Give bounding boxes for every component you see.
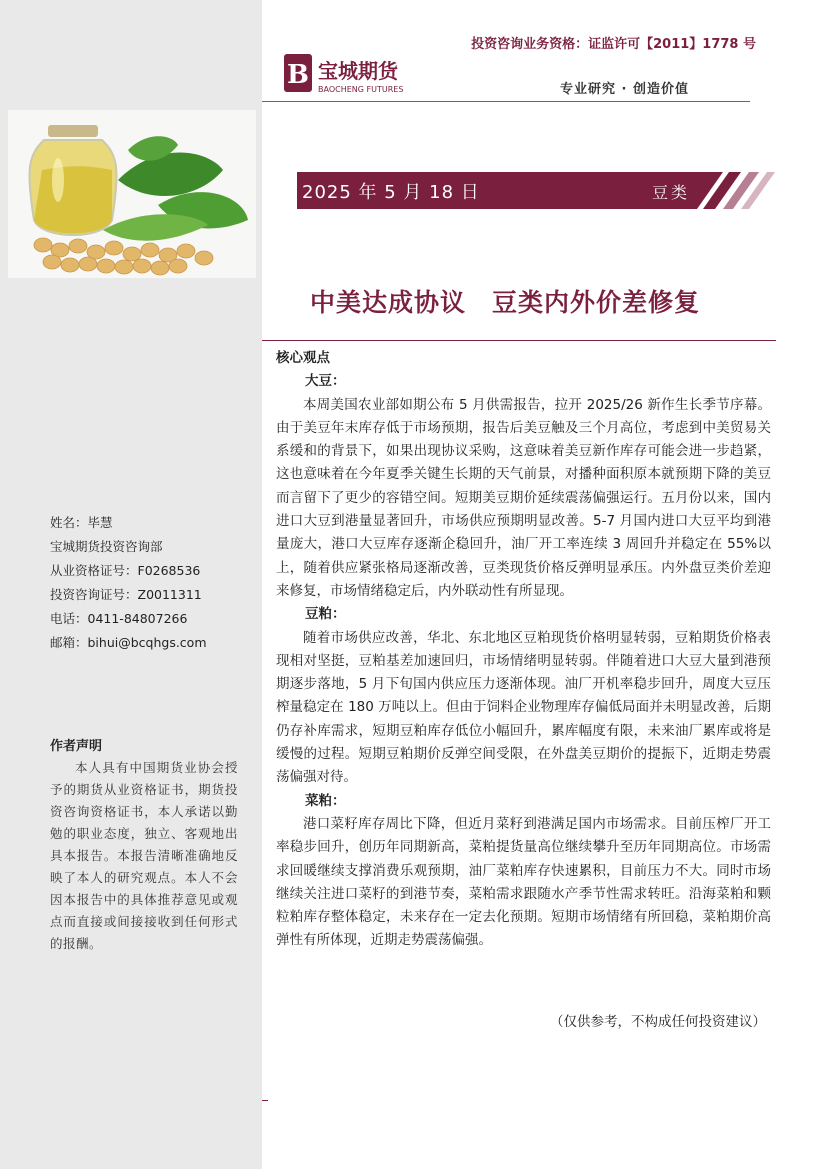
report-date: 2025 年 5 月 18 日 [302,182,480,203]
key-points-heading: 核心观点 [276,350,330,366]
logo-cn: 宝城期货 [318,59,398,83]
author-name: 姓名：毕慧 [50,515,113,530]
company-logo [282,52,432,98]
banner-stripes [697,172,787,209]
title-divider [262,340,776,341]
slogan: 专业研究 · 创造价值 [560,82,689,97]
declaration-title: 作者声明 [50,739,103,754]
qualification-text: 投资咨询业务资格：证监许可【2011】1778 号 [471,37,756,52]
report-category: 豆类 [652,183,691,202]
consulting-license: 投资咨询证号：Z0011311 [50,587,202,602]
phone: 电话：0411-84807266 [50,611,188,626]
practice-license: 从业资格证号：F0268536 [50,563,201,578]
section-text-soymeal: 随着市场供应改善，华北、东北地区豆粕现货价格明显转弱，豆粕期货价格表现相对坚挺，豆粕基差加速回归，市场情绪明显转弱。伴随着进口大豆大量到港预期逐步落地，5 月下旬国内供应压力逐渐体现。油厂开机率稳步回升，周度大豆压榨量稳定在 180 万吨以上。但由于饲料企业物理库存偏低局面并未明显改善，后期仍存补库需求，短期豆粕库存低位小幅回升，累库幅度有限，未来油厂累库或将是缓慢的过程。短期豆粕期价反弹空间受限，在外盘美豆期价的提振下，近期走势震荡偏强对待。 [276,629,771,786]
section-label-soymeal: 豆粕： [305,606,346,623]
section-label-soybean: 大豆： [305,373,346,390]
department: 宝城期货投资咨询部 [50,539,163,554]
report-title: 中美达成协议 豆类内外价差修复 [310,288,701,317]
section-label-rapeseed-meal: 菜粕： [305,792,346,809]
svg-text:B: B [287,60,309,90]
disclaimer: （仅供参考，不构成任何投资建议） [550,1014,766,1030]
header-divider [262,101,750,102]
footer-tick [262,1100,268,1101]
report-content [276,347,771,953]
email: 邮箱：bihui@bcqhgs.com [50,635,207,650]
soybean-oil-image [8,110,256,278]
section-text-rapeseed-meal: 港口菜籽库存周比下降，但近月菜籽到港满足国内市场需求。目前压榨厂开工率稳步回升，创历年同期新高，菜粕提货量高位继续攀升至历年同期高位。市场需求回暖继续支撑消费乐观预期，油厂菜粕库存快速累积，目前压力不大。同时市场继续关注进口菜籽的到港节奏，菜粕需求跟随水产季节性需求转旺。沿海菜粕和颗粒粕库存整体稳定，未来存在一定去化预期。短期市场情绪有所回稳，菜粕期价高弹性有所体现，近期走势震荡偏强。 [276,815,771,949]
logo-en: BAOCHENG FUTURES [318,85,404,94]
declaration-body: 本人具有中国期货业协会授予的期货从业资格证书，期货投资咨询资格证书，本人承诺以勤勉的职业态度，独立、客观地出具本报告。本报告清晰准确地反映了本人的研究观点。本人不会因本报告中的具体推荐意见或观点而直接或间接接收到任何形式的报酬。 [50,760,238,951]
author-contact [50,511,250,655]
section-text-soybean: 本周美国农业部如期公布 5 月供需报告，拉开 2025/26 新作生长季节序幕。由于美豆年末库存低于市场预期，报告后美豆触及三个月高位，考虑到中美贸易关系缓和的背景下，如果出现协议采购，这意味着美豆新作库存可能会进一步趋紧，这也意味着在今年夏季关键生长期的天气前景，对播种面积原本就预期下降的美豆而言留下了更少的容错空间。短期美豆期价延续震荡偏强运行。五月份以来，国内进口大豆到港量显著回升，市场供应预期明显改善。5-7 月国内进口大豆平均到港量庞大，港口大豆库存逐渐企稳回升，油厂开工率连续 3 周回升并稳定在 55%以上，随着供应紧张格局逐渐改善，豆类现货价格反弹明显承压。内外盘豆类价差迎来修复，市场情绪稳定后，内外联动性有所显现。 [276,396,771,599]
